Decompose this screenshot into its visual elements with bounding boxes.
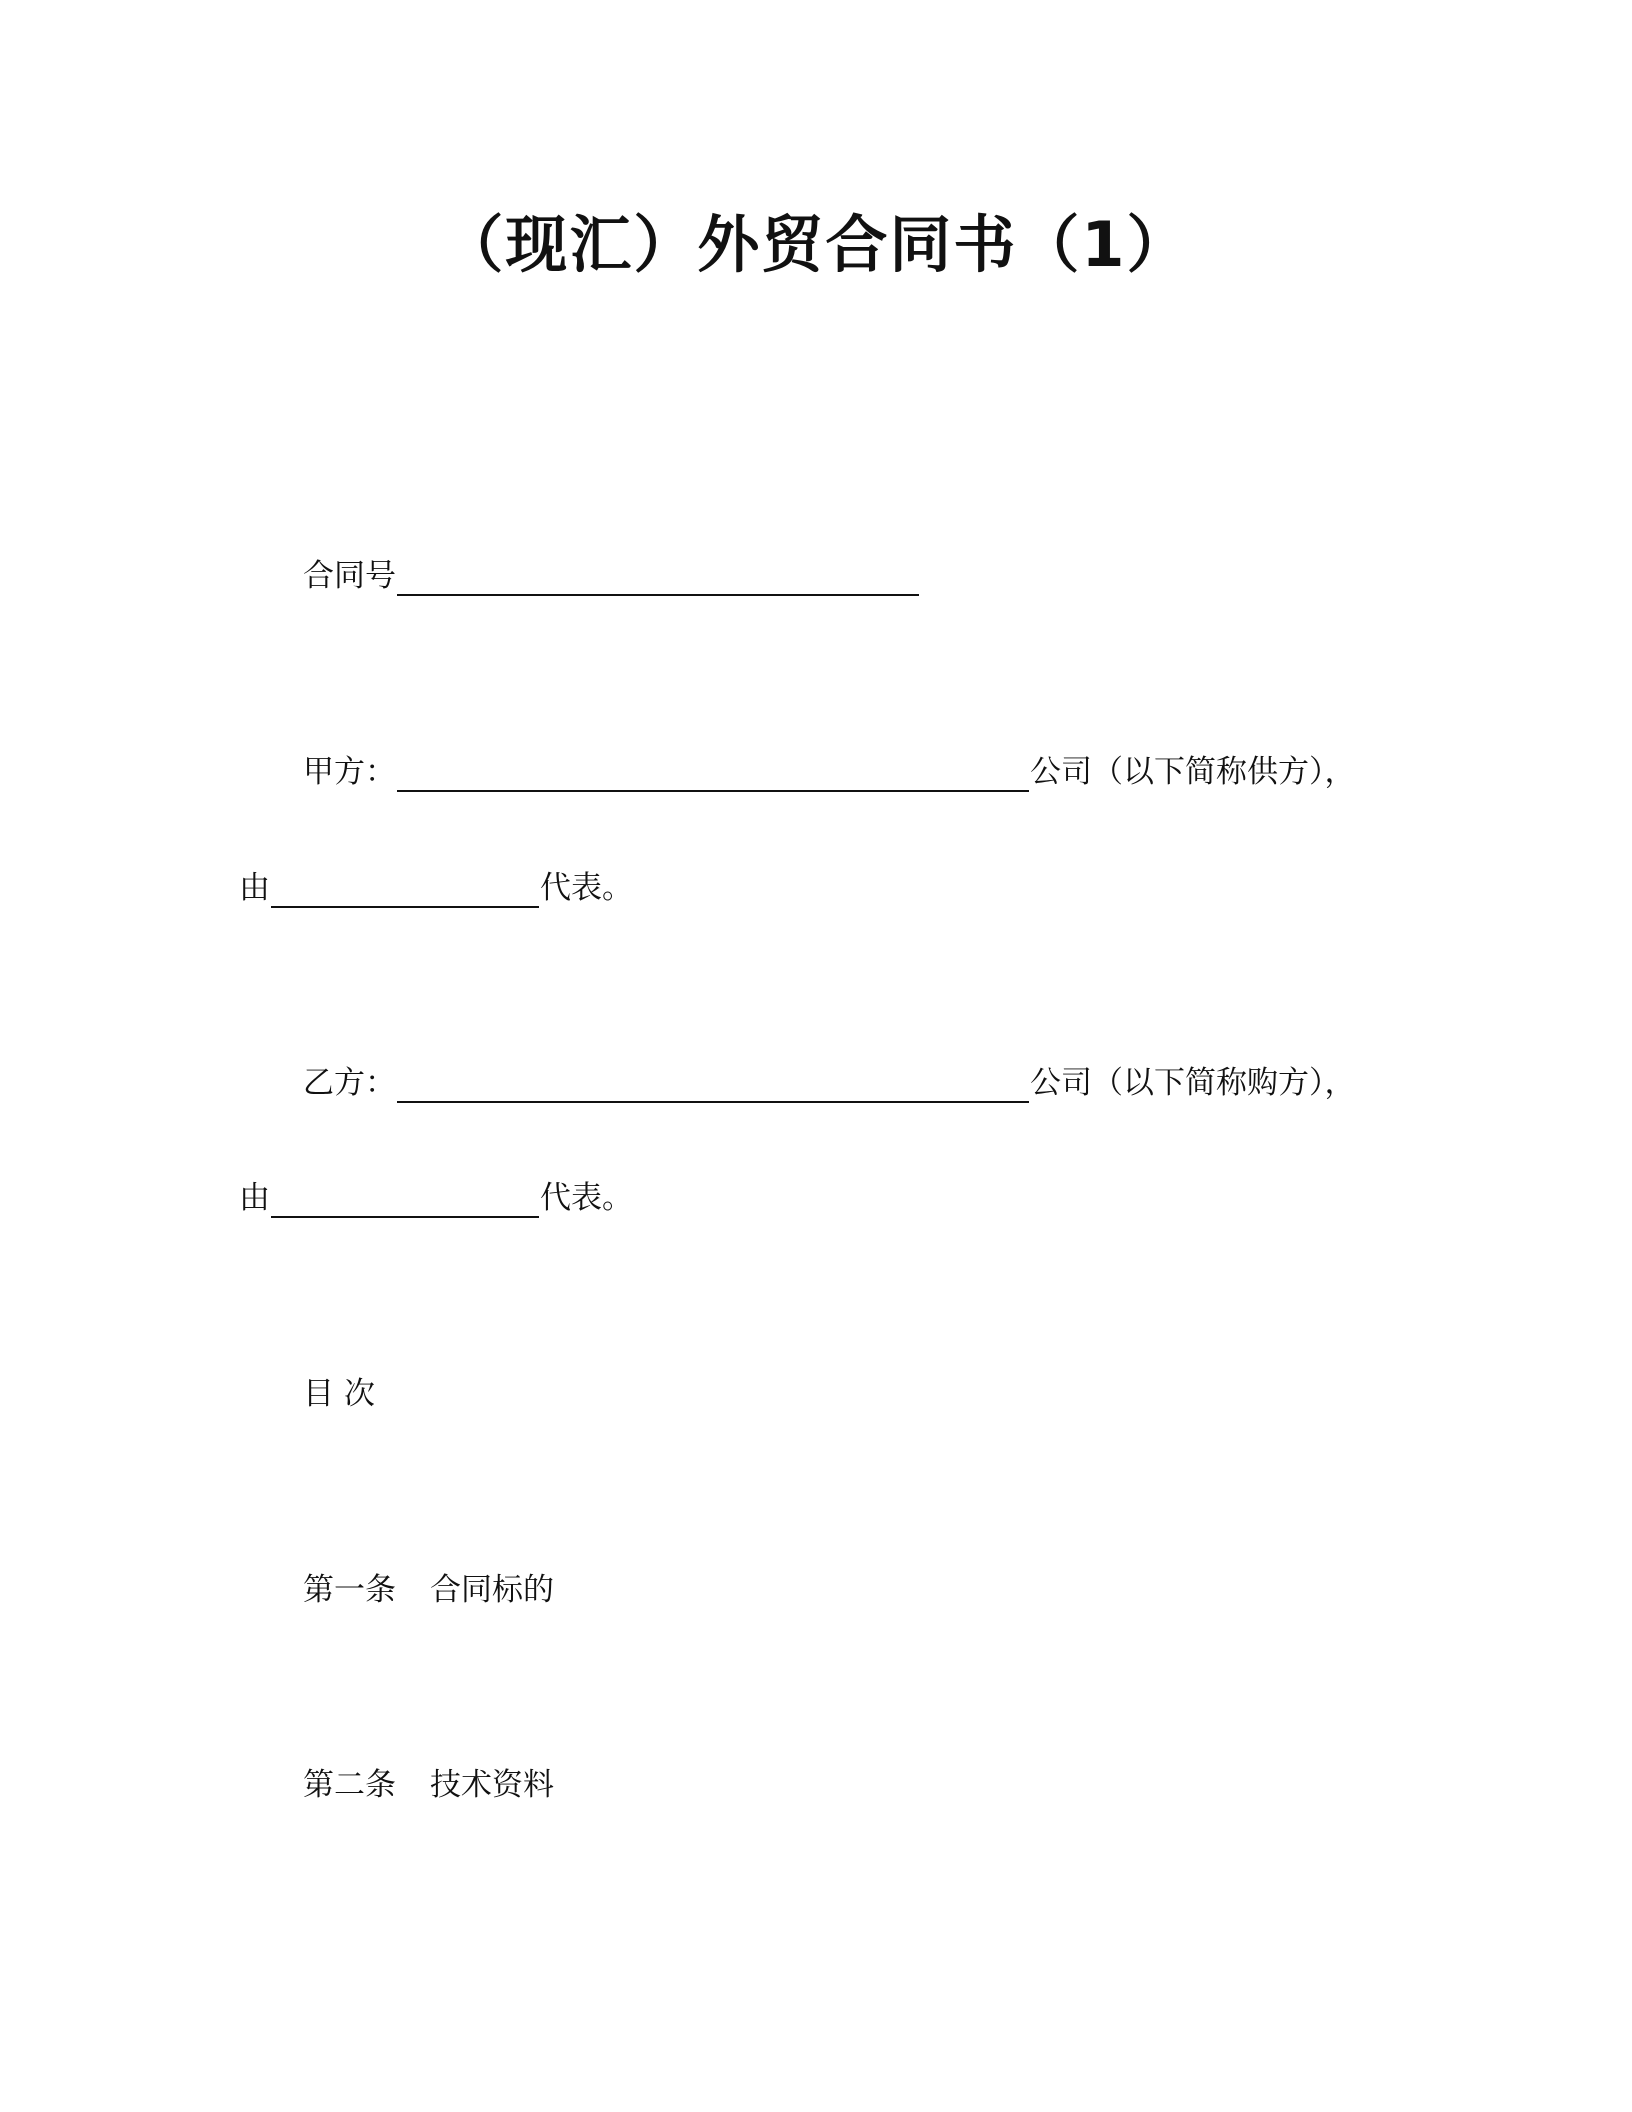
- party-a-represent-suffix: 代表。: [540, 870, 633, 906]
- toc-item: [303, 1765, 554, 1805]
- party-b-label: 乙方：: [303, 1065, 396, 1101]
- party-b-line: [303, 1063, 1356, 1103]
- party-b-suffix: 公司（以下简称购方），: [1030, 1065, 1356, 1101]
- party-b-representative-line: [239, 1178, 633, 1218]
- party-b-representative-blank[interactable]: [271, 1180, 539, 1218]
- party-b-represent-suffix: 代表。: [540, 1180, 633, 1216]
- party-a-line: [303, 752, 1356, 792]
- toc-item: [303, 1570, 554, 1610]
- party-a-label: 甲方：: [303, 754, 396, 790]
- party-a-by-label: 由: [239, 870, 270, 906]
- contract-number-label: 合同号: [303, 558, 396, 594]
- toc-heading-part1: 目: [303, 1376, 334, 1412]
- document-title: （现汇）外贸合同书（1）: [441, 208, 1191, 281]
- toc-item-title: 技术资料: [430, 1767, 554, 1803]
- party-a-company-blank[interactable]: [397, 754, 1029, 792]
- party-a-suffix: 公司（以下简称供方），: [1030, 754, 1356, 790]
- contract-number-line: [303, 556, 920, 596]
- toc-item-title: 合同标的: [430, 1572, 554, 1608]
- party-a-representative-blank[interactable]: [271, 870, 539, 908]
- contract-number-blank[interactable]: [397, 558, 919, 596]
- party-b-company-blank[interactable]: [397, 1065, 1029, 1103]
- toc-heading: [303, 1374, 375, 1414]
- toc-heading-part2: 次: [344, 1376, 375, 1412]
- toc-item-number: 第二条: [303, 1767, 396, 1803]
- party-b-by-label: 由: [239, 1180, 270, 1216]
- party-a-representative-line: [239, 868, 633, 908]
- toc-item-number: 第一条: [303, 1572, 396, 1608]
